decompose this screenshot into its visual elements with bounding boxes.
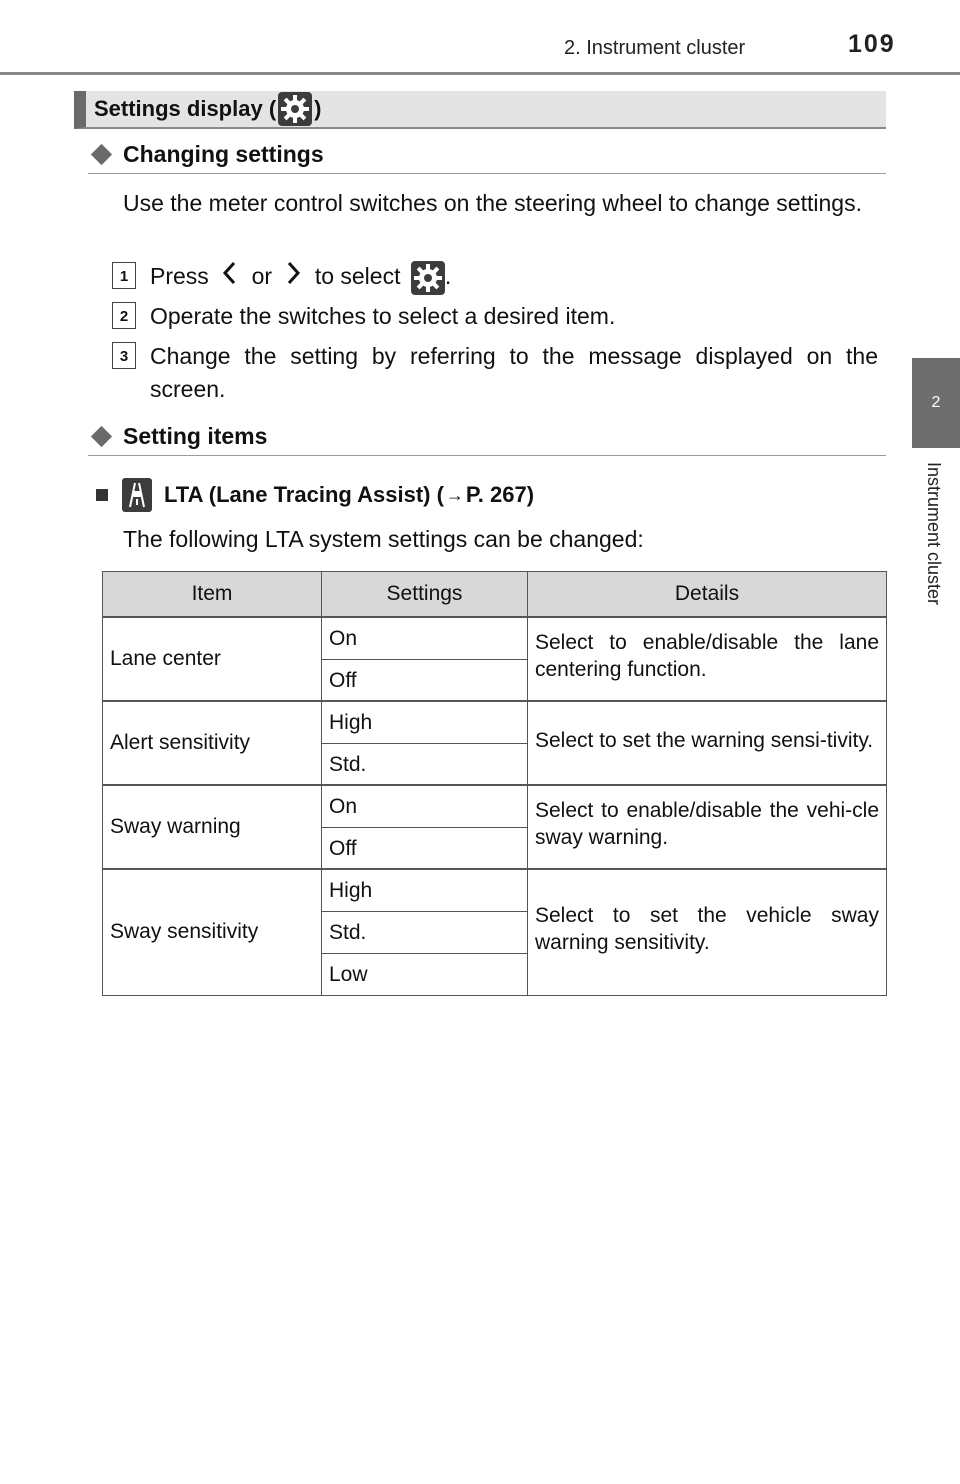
details-cell: Select to enable/disable the vehi-cle sway warning. [528,785,887,869]
lta-settings-table [102,571,887,996]
setting-value: Low [322,953,528,995]
changing-settings-title: Changing settings [123,141,324,167]
chevron-left-icon [215,261,245,294]
changing-settings-heading [88,136,886,174]
setting-value: On [322,785,528,827]
setting-value: Off [322,827,528,869]
details-cell: Select to set the warning sensi-tivity. [528,701,887,785]
diamond-icon [91,144,112,165]
setting-value: Off [322,659,528,701]
table-row [103,785,887,827]
page-reference-link[interactable]: P. 267) [465,482,535,507]
table-row [103,701,887,743]
chapter-tab[interactable] [912,358,960,448]
table-header-row [103,572,887,618]
gear-icon [411,261,445,295]
step-number: 3 [112,342,136,369]
chapter-title: 2. Instrument cluster [564,37,746,59]
step-number: 2 [112,302,136,329]
item-lane-center: Lane center [103,617,322,701]
details-cell: Select to set the vehicle sway warning sensitivity. [528,869,887,995]
details-cell: Select to enable/disable the lane centering function. [528,617,887,701]
setting-items-heading [88,418,886,456]
column-header-settings: Settings [322,572,528,618]
setting-value: Std. [322,743,528,785]
section-title: Settings display ( [94,96,277,121]
changing-settings-intro: Use the meter control switches on the steering wheel to change settings. [123,190,862,216]
chapter-tab-number: 2 [931,394,941,411]
square-bullet [96,489,108,501]
header-rule [0,72,960,75]
lta-heading [96,478,534,512]
lta-icon [122,478,152,512]
lta-intro: The following LTA system settings can be changed: [123,526,644,552]
setting-items-title: Setting items [123,423,268,449]
setting-value: Std. [322,911,528,953]
item-alert-sensitivity: Alert sensitivity [103,701,322,785]
column-header-details: Details [528,572,887,618]
step-number: 1 [112,262,136,289]
diamond-icon [91,426,112,447]
page-number: 109 [848,30,896,58]
table-row [103,869,887,911]
table-row [103,617,887,659]
column-header-item: Item [103,572,322,618]
section-title-end: ) [314,96,322,121]
item-sway-sensitivity: Sway sensitivity [103,869,322,995]
gear-icon [278,92,312,126]
setting-value: On [322,617,528,659]
arrow-icon: → [445,484,464,505]
item-sway-warning: Sway warning [103,785,322,869]
chevron-right-icon [278,261,308,294]
chapter-tab-label: Instrument cluster [924,462,944,606]
section-title-bar [74,91,886,129]
setting-value: High [322,869,528,911]
lta-title: LTA (Lane Tracing Assist) ( [164,482,444,507]
setting-value: High [322,701,528,743]
